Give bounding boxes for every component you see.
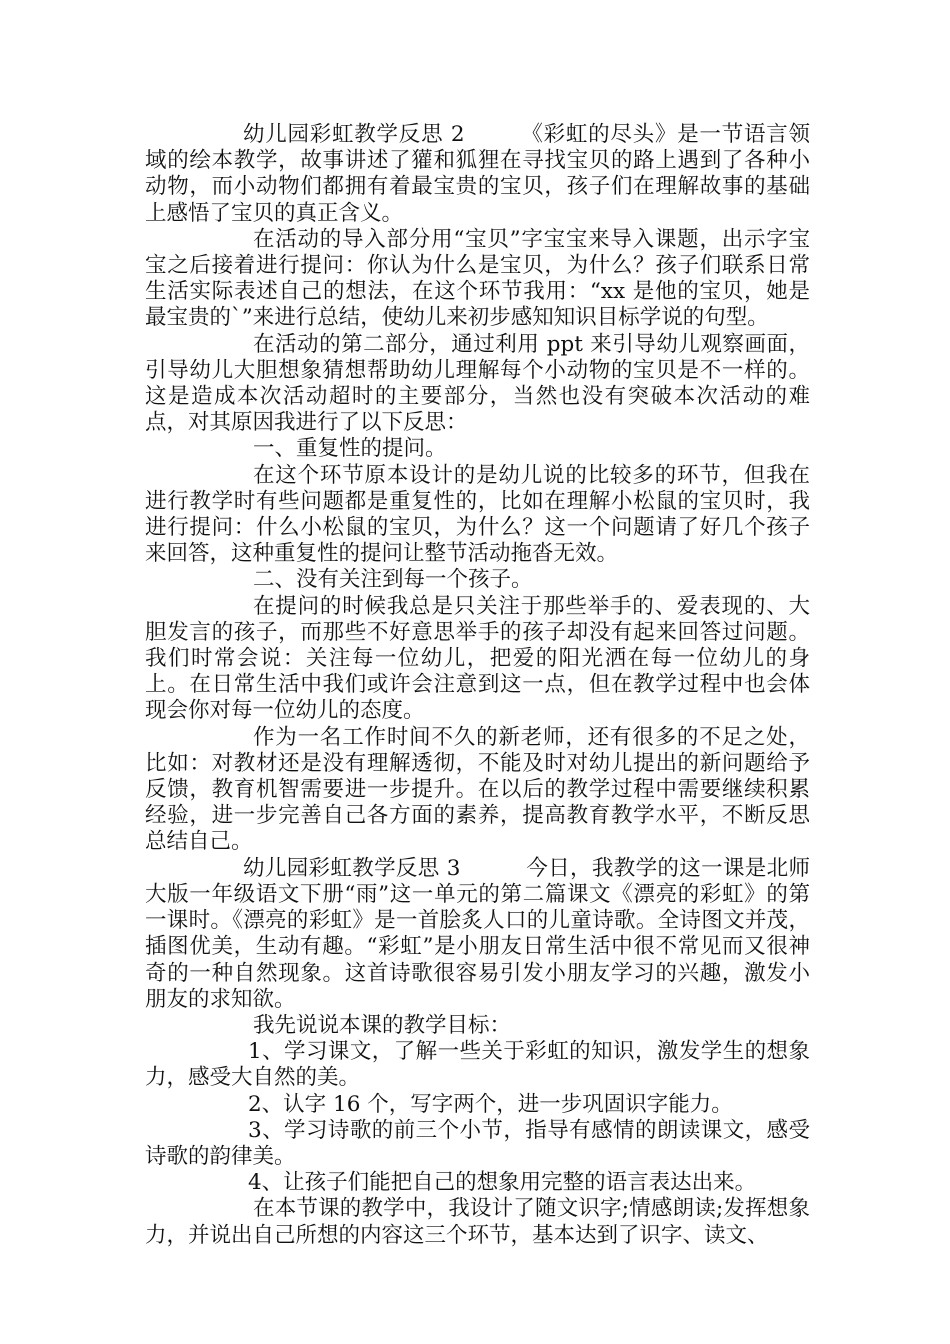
- list-item-goal-1: 1、学习课文，了解一些关于彩虹的知识，激发学生的想象力，感受大自然的美。: [145, 1039, 810, 1091]
- paragraph-second-part: 在活动的第二部分，通过利用 ppt 来引导幼儿观察画面，引导幼儿大胆想象猜想帮助幼儿理解每个小动物的宝贝是不一样的。这是造成本次活动超时的主要部分，当然也没有突破本次活动的难点，对其原因我进行了以下反思：: [145, 331, 810, 436]
- heading-repetitive-questions: 一、重复性的提问。: [253, 436, 447, 462]
- paragraph-section-2-intro: 幼儿园彩虹教学反思 2 《彩虹的尽头》是一节语言领域的绘本教学，故事讲述了獾和狐狸在寻找宝贝的路上遇到了各种小动物，而小动物们都拥有着最宝贵的宝贝，孩子们在理解故事的基础上感悟了宝贝的真正含义。: [145, 122, 810, 226]
- heading-attention-each-child: 二、没有关注到每一个孩子。: [253, 567, 533, 593]
- paragraph-import-part: 在活动的导入部分用“宝贝”字宝宝来导入课题，出示字宝宝之后接着进行提问：你认为什么是宝贝，为什么？孩子们联系日常生活实际表述自己的想法，在这个环节我用：“xx 是他的宝贝，她是最宝贵的`”来进行总结，使幼儿来初步感知知识目标学说的句型。: [145, 226, 810, 331]
- document-body: [145, 122, 810, 1249]
- paragraph-lesson-design: 在本节课的教学中，我设计了随文识字;情感朗读;发挥想象力，并说出自己所想的内容这三个环节，基本达到了识字、读文、: [145, 1196, 810, 1248]
- list-item-goal-2: 2、认字 16 个，写字两个，进一步巩固识字能力。: [248, 1091, 733, 1117]
- list-item-goal-3: 3、学习诗歌的前三个小节，指导有感情的朗读课文，感受诗歌的韵律美。: [145, 1117, 810, 1169]
- list-item-goal-4: 4、让孩子们能把自己的想象用完整的语言表达出来。: [248, 1170, 757, 1196]
- paragraph-teaching-goals-intro: 我先说说本课的教学目标：: [253, 1012, 512, 1038]
- paragraph-attention-each-child: 在提问的时候我总是只关注于那些举手的、爱表现的、大胆发言的孩子，而那些不好意思举手的孩子却没有起来回答过问题。我们时常会说：关注每一位幼儿，把爱的阳光洒在每一位幼儿的身上。在日常生活中我们或许会注意到这一点，但在教学过程中也会体现会你对每一位幼儿的态度。: [145, 593, 810, 724]
- paragraph-repetitive-questions: 在这个环节原本设计的是幼儿说的比较多的环节，但我在进行教学时有些问题都是重复性的，比如在理解小松鼠的宝贝时，我进行提问：什么小松鼠的宝贝，为什么？这一个问题请了好几个孩子来回答，这种重复性的提问让整节活动拖沓无效。: [145, 462, 810, 567]
- paragraph-section-3-intro: 幼儿园彩虹教学反思 3 今日，我教学的这一课是北师大版一年级语文下册“雨”这一单元的第二篇课文《漂亮的彩虹》的第一课时。《漂亮的彩虹》是一首脍炙人口的儿童诗歌。全诗图文并茂，插图优美，生动有趣。“彩虹”是小朋友日常生活中很不常见而又很神奇的一种自然现象。这首诗歌很容易引发小朋友学习的兴趣，激发小朋友的求知欲。: [145, 855, 810, 1012]
- paragraph-new-teacher: 作为一名工作时间不久的新老师，还有很多的不足之处，比如：对教材还是没有理解透彻，不能及时对幼儿提出的新问题给予反馈，教育机智需要进一步提升。在以后的教学过程中需要继续积累经验，进一步完善自己各方面的素养，提高教育教学水平，不断反思总结自己。: [145, 724, 810, 855]
